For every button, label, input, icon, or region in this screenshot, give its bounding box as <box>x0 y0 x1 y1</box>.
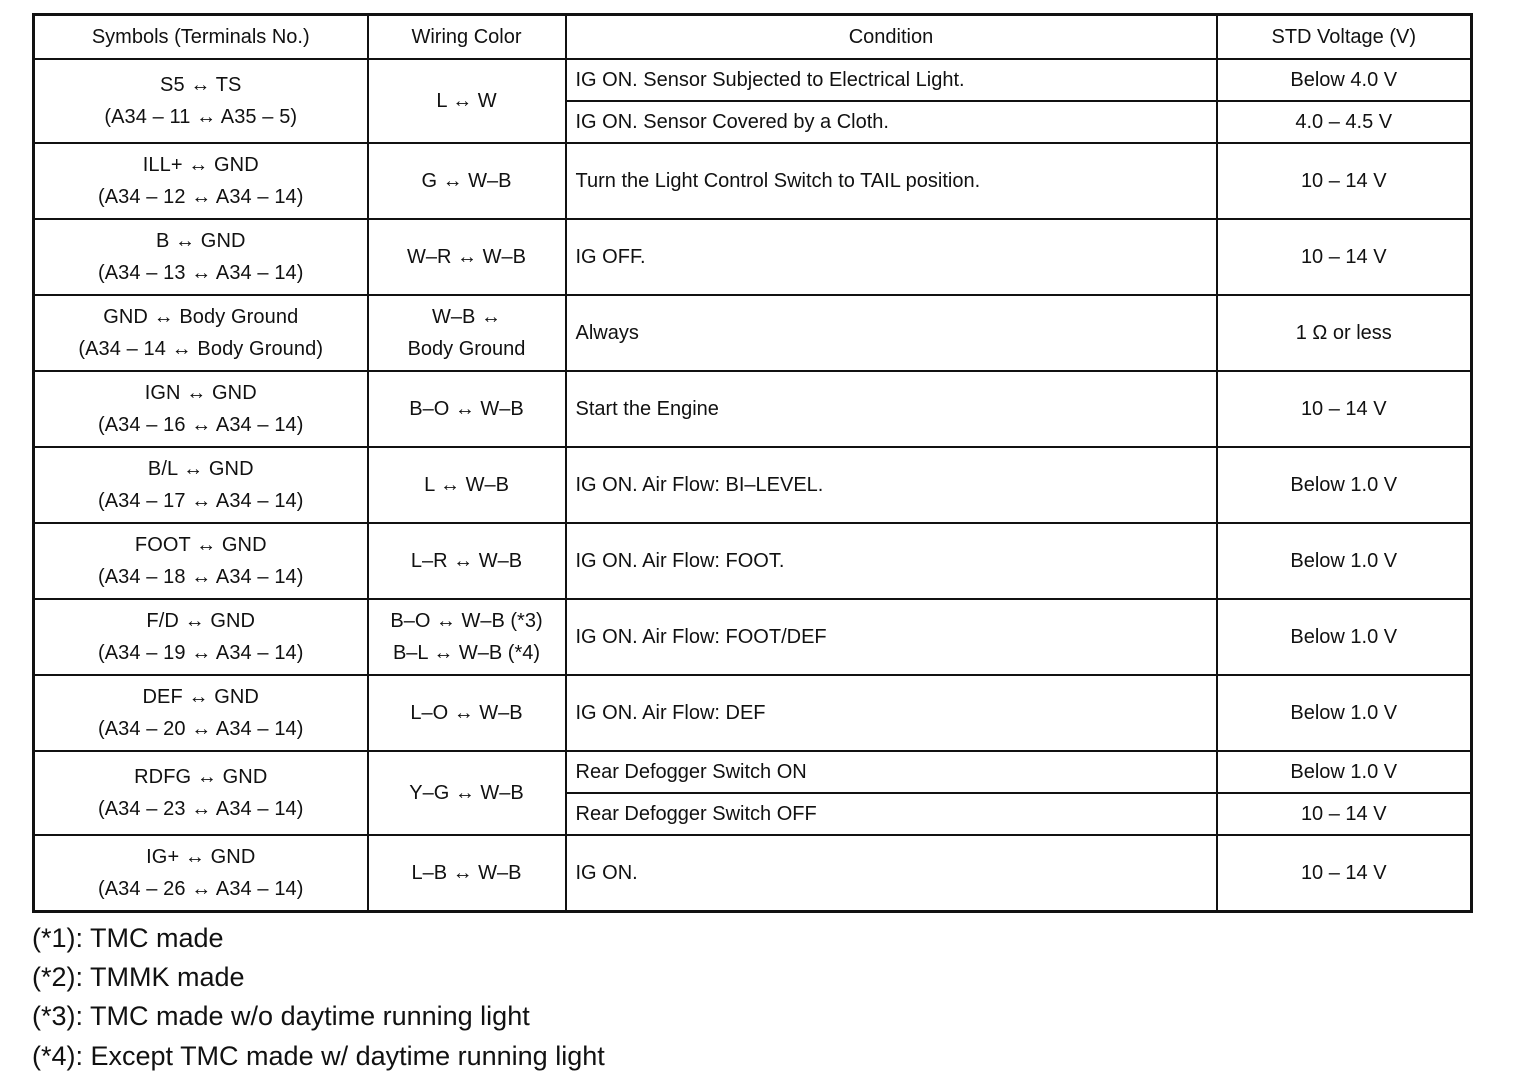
condition-cell: IG ON. Air Flow: FOOT/DEF <box>566 599 1217 675</box>
wiring-color-line: B–L ↔ W–B (*4) <box>392 642 541 664</box>
condition-cell: IG ON. Sensor Covered by a Cloth. <box>566 101 1217 143</box>
voltage-cell: 1 Ω or less <box>1217 295 1472 371</box>
condition-cell: IG ON. Air Flow: DEF <box>566 675 1217 751</box>
condition-cell: Rear Defogger Switch ON <box>566 751 1217 793</box>
footnote-1: (*1): TMC made <box>32 923 224 953</box>
condition-cell: IG ON. Air Flow: FOOT. <box>566 523 1217 599</box>
symbol-cell <box>34 143 368 219</box>
wiring-color-cell: L–R ↔ W–B <box>368 523 566 599</box>
table-header-row <box>34 15 1472 60</box>
symbol-text: S5 ↔ TS <box>160 74 242 96</box>
voltage-cell: 4.0 – 4.5 V <box>1217 101 1472 143</box>
terminals-text: (A34 – 11 ↔ A35 – 5) <box>104 106 298 128</box>
wiring-color-line: Body Ground <box>407 338 526 360</box>
voltage-cell: Below 1.0 V <box>1217 447 1472 523</box>
wiring-color-cell: B–O ↔ W–B <box>368 371 566 447</box>
header-symbols: Symbols (Terminals No.) <box>34 15 368 60</box>
wiring-color-cell <box>368 599 566 675</box>
symbol-cell <box>34 219 368 295</box>
table-row <box>34 295 1472 371</box>
voltage-cell: 10 – 14 V <box>1217 143 1472 219</box>
condition-cell: IG OFF. <box>566 219 1217 295</box>
table-row <box>34 219 1472 295</box>
terminals-text: (A34 – 18 ↔ A34 – 14) <box>97 566 304 588</box>
table-row <box>34 675 1472 751</box>
condition-cell: Turn the Light Control Switch to TAIL position. <box>566 143 1217 219</box>
terminals-text: (A34 – 14 ↔ Body Ground) <box>78 338 324 360</box>
symbol-cell <box>34 599 368 675</box>
wiring-color-cell: Y–G ↔ W–B <box>368 751 566 835</box>
wiring-color-line: B–O ↔ W–B (*3) <box>390 610 543 632</box>
wiring-color-line: W–B ↔ <box>432 306 501 328</box>
header-std-voltage: STD Voltage (V) <box>1217 15 1472 60</box>
table-row <box>34 523 1472 599</box>
symbol-cell <box>34 59 368 143</box>
symbol-cell <box>34 295 368 371</box>
voltage-cell: Below 1.0 V <box>1217 523 1472 599</box>
symbol-cell <box>34 523 368 599</box>
voltage-cell: Below 4.0 V <box>1217 59 1472 101</box>
footnote-2: (*2): TMMK made <box>32 962 245 993</box>
condition-cell: Always <box>566 295 1217 371</box>
table-row <box>34 447 1472 523</box>
symbol-text: RDFG ↔ GND <box>134 766 268 788</box>
symbol-text: IG+ ↔ GND <box>146 845 256 868</box>
condition-cell: IG ON. Air Flow: BI–LEVEL. <box>566 447 1217 523</box>
symbol-text: FOOT ↔ GND <box>134 534 267 556</box>
condition-cell: Rear Defogger Switch OFF <box>566 793 1217 835</box>
symbol-text: DEF ↔ GND <box>142 686 259 708</box>
wiring-color-cell: W–R ↔ W–B <box>368 219 566 295</box>
table-row <box>34 371 1472 447</box>
symbol-cell <box>34 751 368 835</box>
wiring-color-cell: L–B ↔ W–B <box>368 835 566 911</box>
terminals-text: (A34 – 20 ↔ A34 – 14) <box>97 718 304 740</box>
table-row <box>34 143 1472 219</box>
voltage-cell: Below 1.0 V <box>1217 599 1472 675</box>
terminals-text: (A34 – 26 ↔ A34 – 14) <box>97 877 304 900</box>
symbol-cell <box>34 675 368 751</box>
footnote-3: (*3): TMC made w/o daytime running light <box>32 1001 530 1032</box>
voltage-cell: 10 – 14 V <box>1217 371 1472 447</box>
wiring-color-cell: G ↔ W–B <box>368 143 566 219</box>
terminals-text: (A34 – 16 ↔ A34 – 14) <box>97 414 304 436</box>
table-row <box>34 751 1472 793</box>
condition-cell: Start the Engine <box>566 371 1217 447</box>
wiring-color-cell <box>368 295 566 371</box>
footnotes <box>32 919 605 1076</box>
terminals-text: (A34 – 13 ↔ A34 – 14) <box>97 262 304 284</box>
symbol-cell <box>34 447 368 523</box>
symbol-text: F/D ↔ GND <box>146 610 256 632</box>
header-wiring-color: Wiring Color <box>368 15 566 60</box>
footnote-4: (*4): Except TMC made w/ daytime running light <box>32 1040 605 1071</box>
terminal-voltage-table <box>32 13 1473 913</box>
condition-cell: IG ON. <box>566 835 1217 911</box>
symbol-cell <box>34 835 368 911</box>
terminals-text: (A34 – 12 ↔ A34 – 14) <box>97 186 304 208</box>
symbol-text: IGN ↔ GND <box>144 382 257 404</box>
symbol-text: ILL+ ↔ GND <box>142 154 259 176</box>
voltage-cell: 10 – 14 V <box>1217 835 1472 911</box>
symbol-text: B ↔ GND <box>155 230 246 252</box>
symbol-cell <box>34 371 368 447</box>
terminals-text: (A34 – 19 ↔ A34 – 14) <box>97 642 304 664</box>
header-condition: Condition <box>566 15 1217 60</box>
table-row <box>34 599 1472 675</box>
condition-cell: IG ON. Sensor Subjected to Electrical Light. <box>566 59 1217 101</box>
wiring-color-cell: L ↔ W–B <box>368 447 566 523</box>
voltage-cell: Below 1.0 V <box>1217 675 1472 751</box>
symbol-text: B/L ↔ GND <box>147 458 254 480</box>
voltage-cell: 10 – 14 V <box>1217 219 1472 295</box>
voltage-cell: 10 – 14 V <box>1217 793 1472 835</box>
table-row <box>34 59 1472 101</box>
wiring-color-cell: L–O ↔ W–B <box>368 675 566 751</box>
terminals-text: (A34 – 17 ↔ A34 – 14) <box>97 490 304 512</box>
symbol-text: GND ↔ Body Ground <box>103 306 299 328</box>
table-row <box>34 835 1472 911</box>
wiring-color-cell: L ↔ W <box>368 59 566 143</box>
voltage-cell: Below 1.0 V <box>1217 751 1472 793</box>
terminals-text: (A34 – 23 ↔ A34 – 14) <box>97 798 304 820</box>
